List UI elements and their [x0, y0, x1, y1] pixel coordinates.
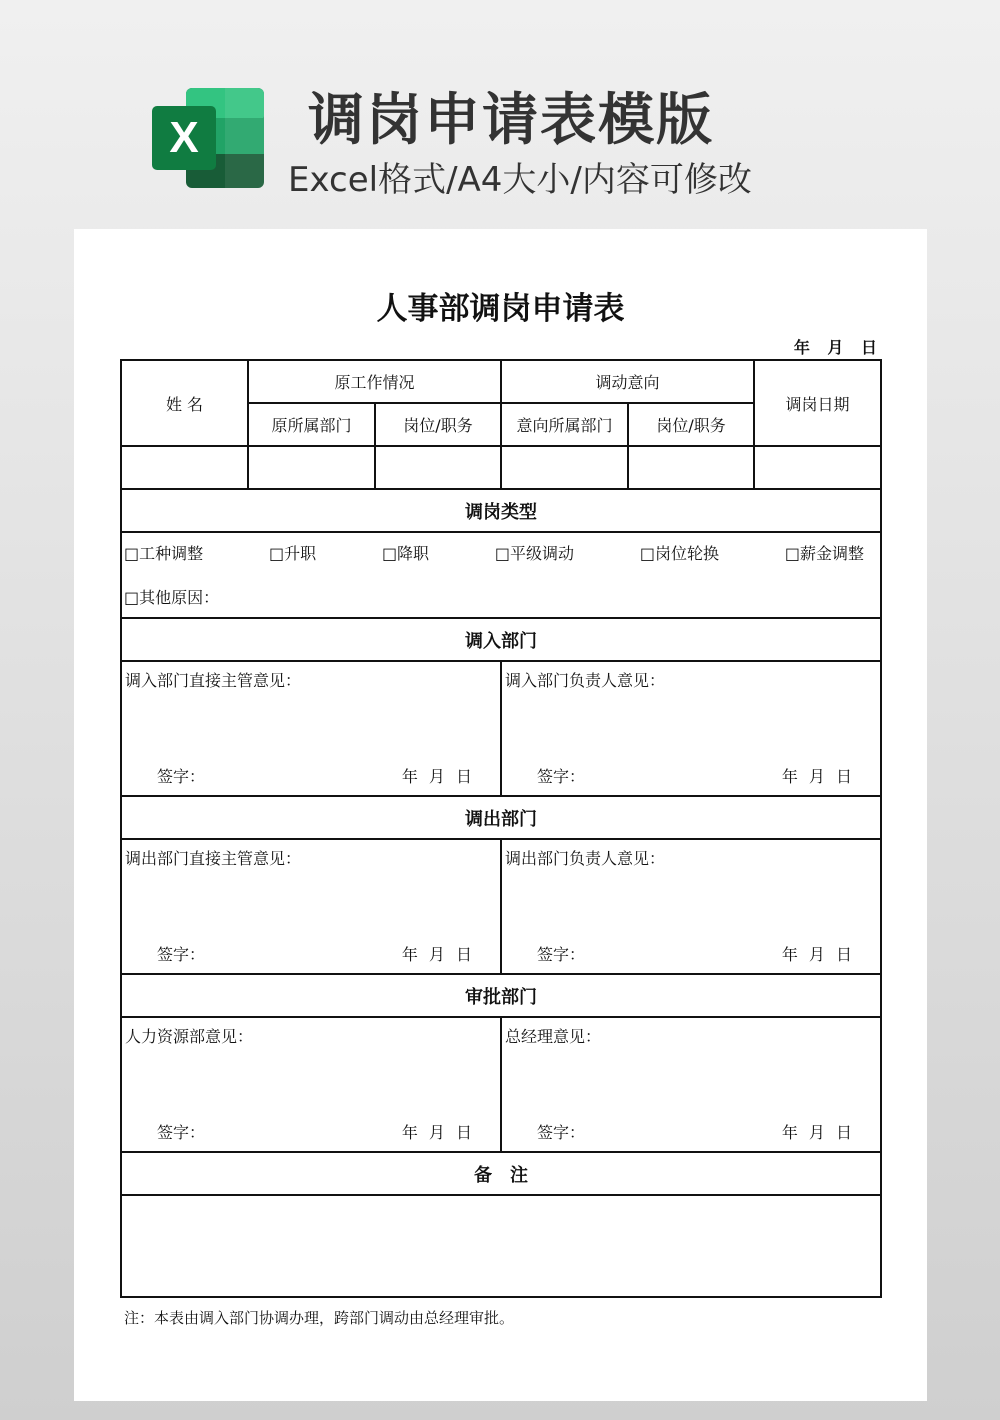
transfer-date-header: 调岗日期 — [754, 360, 881, 446]
excel-icon — [152, 88, 264, 188]
opinion-label: 调入部门直接主管意见： — [125, 671, 302, 690]
option-job-change[interactable]: □工种调整 — [124, 544, 204, 563]
general-manager-opinion[interactable] — [501, 1017, 881, 1152]
opinion-label: 调入部门负责人意见： — [505, 671, 666, 690]
excel-icon-letter: X — [169, 113, 199, 162]
signature-label: 签字： — [537, 1123, 586, 1142]
out-dept-supervisor-opinion[interactable] — [121, 839, 501, 974]
hr-opinion[interactable] — [121, 1017, 501, 1152]
transfer-intent-header: 调动意向 — [501, 360, 754, 403]
sign-date-label: 年 月 日 — [401, 945, 473, 964]
sign-date-label: 年 月 日 — [781, 1123, 853, 1142]
signature-label: 签字： — [157, 767, 206, 786]
opinion-label: 人力资源部意见： — [125, 1027, 254, 1046]
document-title: 人事部调岗申请表 — [376, 291, 625, 327]
option-salary-adjustment[interactable]: □薪金调整 — [784, 544, 864, 563]
in-dept-head-opinion[interactable] — [501, 661, 881, 796]
approval-heading: 审批部门 — [121, 974, 881, 1017]
sign-date-label: 年 月 日 — [781, 767, 853, 786]
out-dept-heading: 调出部门 — [121, 796, 881, 839]
option-other-reason[interactable]: □其他原因： — [124, 588, 220, 607]
opinion-label: 调出部门负责人意见： — [505, 849, 666, 868]
out-dept-head-opinion[interactable] — [501, 839, 881, 974]
application-form — [120, 359, 882, 1298]
sign-date-label: 年 月 日 — [781, 945, 853, 964]
option-demotion[interactable]: □降职 — [381, 544, 430, 563]
signature-label: 签字： — [157, 1123, 206, 1142]
original-dept-header: 原所属部门 — [248, 403, 375, 446]
intent-dept-header: 意向所属部门 — [501, 403, 628, 446]
document-page — [74, 229, 927, 1401]
intent-dept-cell[interactable] — [501, 446, 628, 489]
name-cell[interactable] — [121, 446, 248, 489]
transfer-type-options — [121, 532, 881, 618]
remarks-cell[interactable] — [121, 1195, 881, 1297]
signature-label: 签字： — [157, 945, 206, 964]
remarks-heading: 备 注 — [121, 1152, 881, 1195]
transfer-type-heading: 调岗类型 — [121, 489, 881, 532]
original-job-header: 原工作情况 — [248, 360, 501, 403]
option-promotion[interactable]: □升职 — [268, 544, 317, 563]
sign-date-label: 年 月 日 — [401, 1123, 473, 1142]
original-dept-cell[interactable] — [248, 446, 375, 489]
banner-title: 调岗申请表模版 — [308, 88, 714, 153]
option-job-rotation[interactable]: □岗位轮换 — [639, 544, 719, 563]
transfer-date-cell[interactable] — [754, 446, 881, 489]
form-date: 年 月 日 — [793, 338, 877, 357]
banner-header — [0, 0, 1000, 220]
name-header: 姓 名 — [121, 360, 248, 446]
opinion-label: 调出部门直接主管意见： — [125, 849, 302, 868]
banner-subtitle: Excel格式/A4大小/内容可修改 — [288, 160, 752, 200]
original-position-cell[interactable] — [375, 446, 501, 489]
signature-label: 签字： — [537, 767, 586, 786]
in-dept-supervisor-opinion[interactable] — [121, 661, 501, 796]
in-dept-heading: 调入部门 — [121, 618, 881, 661]
signature-label: 签字： — [537, 945, 586, 964]
sign-date-label: 年 月 日 — [401, 767, 473, 786]
intent-position-cell[interactable] — [628, 446, 754, 489]
footnote: 注：本表由调入部门协调办理，跨部门调动由总经理审批。 — [124, 1309, 515, 1327]
original-position-header: 岗位/职务 — [375, 403, 501, 446]
opinion-label: 总经理意见： — [505, 1027, 602, 1046]
intent-position-header: 岗位/职务 — [628, 403, 754, 446]
option-lateral-transfer[interactable]: □平级调动 — [494, 544, 575, 563]
